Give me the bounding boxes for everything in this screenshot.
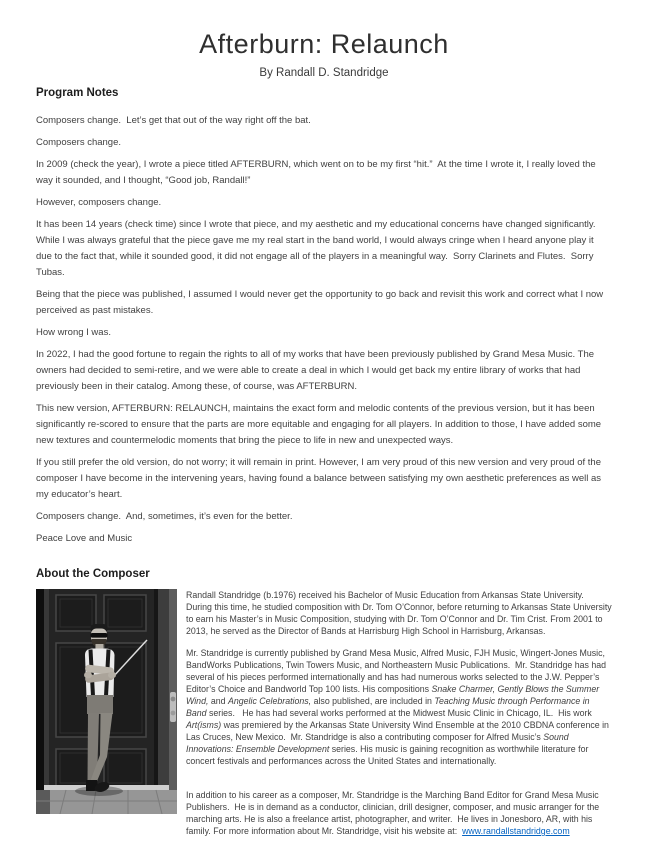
work-title: Art(isms) [186, 720, 222, 730]
paragraph: Composers change. Let’s get that out of the way right off the bat. [36, 115, 311, 126]
paragraph: It has been 14 years (check time) since I wrote that piece, and my aesthetic and my educational concerns have changed significantly. While I was always grateful that the piece gave me my real start in the band world, I would always cringe when I heard anyone play it due to the fact that, while it sounded good, it did not engage all of the players in a meaningful way. Sorry Clarinets and Flutes. Sorry Tubas. [36, 219, 601, 278]
composer-website-link[interactable]: www.randallstandridge.com [462, 826, 570, 836]
book-title: Teaching Music through Performance in Band [186, 696, 593, 718]
series-title: Sound Innovations: Ensemble Development [186, 732, 572, 754]
composer-photo-image [36, 589, 177, 814]
paragraph: However, composers change. [36, 197, 162, 208]
byline: By Randall D. Standridge [259, 67, 389, 79]
paragraph: Composers change. [36, 137, 122, 148]
about-composer-section [36, 589, 615, 847]
paragraph: This new version, AFTERBURN: RELAUNCH, maintains the exact form and melodic contents of the previous version, but it has been significantly re-scored to ensure that the parts are more equitable and engaging for all players. In addition to those, I have added some new textures and countermelodic moments that bring the piece to life in new and unexpected ways. [36, 403, 604, 446]
bio-text: series. He has had several works performed at the Midwest Music Clinic in Chicago, IL. His work [206, 708, 595, 718]
bio-text: In addition to his career as a composer, Mr. Standridge is the Marching Band Editor for Grand Mesa Music Publishers. He is in demand as a conductor, clinician, drill designer, composer, and music arranger for the marching arts. He is also a freelance artist, photographer, and writer. He lives in Jonesboro, AR, with his family. For more information about Mr. Standridge, visit his website at: [186, 790, 602, 836]
page-title: Afterburn: Relaunch [199, 29, 449, 59]
bio-paragraph-2 [186, 647, 612, 767]
bio-text: also published, are included in [311, 696, 435, 706]
document-header [36, 28, 612, 80]
bio-text: and [208, 696, 228, 706]
paragraph: How wrong I was. [36, 327, 111, 338]
paragraph: Composers change. And, sometimes, it’s even for the better. [36, 511, 293, 522]
bio-text: Mr. Standridge is currently published by Grand Mesa Music, Alfred Music, FJH Music, Wingert-Jones Music, BandWorks Publications, Twin Towers Music, and Northeastern Music Publications. Mr. Standridge has had several of his pieces performed internationally and has had numerous works selected to the J.W. Pepper’s Editor’s Choice and Bandworld Top 100 lists. His compositions [186, 648, 609, 694]
composer-bio [186, 589, 615, 847]
bio-paragraph-1: Randall Standridge (b.1976) received his Bachelor of Music Education from Arkansas State University. During this time, he studied composition with Dr. Tom O’Connor, before returning to Arkansas State University to earn his Master’s in Music Composition, studying with Dr. Tom O’Connor and Dr. Tim Crist. From 2001 to 2013, he served as the Director of Bands at Harrisburg High School in Harrisburg, Arkansas. [186, 590, 615, 636]
bio-text: series. His music is gaining recognition as worthwhile literature for concert festivals and performances across the United States and internationally. [186, 744, 591, 766]
about-composer-heading: About the Composer [36, 568, 150, 580]
paragraph: In 2009 (check the year), I wrote a piece titled AFTERBURN, which went on to be my first “hit.” At the time I wrote it, I really loved the way it sounded, and I thought, “Good job, Randall!” [36, 159, 599, 186]
work-title: Snake Charmer, Gently Blows the Summer Wind, [186, 684, 602, 706]
bio-text: was premiered by the Arkansas State University Wind Ensemble at the 2010 CBDNA conference in Las Cruces, New Mexico. Mr. Standridge is also a contributing composer for Alfred Music’s [186, 720, 612, 742]
paragraph: In 2022, I had the good fortune to regain the rights to all of my works that have been previously published by Grand Mesa Music. The owners had decided to semi-retire, and we were able to create a deal in which I would get back my entire library of works that had previously been in their catalog. Among these, of course, was AFTERBURN. [36, 349, 597, 392]
paragraph: Being that the piece was published, I assumed I would never get the opportunity to go back and revisit this work and correct what I now perceived as past mistakes. [36, 289, 606, 316]
paragraph: Peace Love and Music [36, 533, 133, 544]
program-notes-section [36, 113, 612, 547]
paragraph: If you still prefer the old version, do not worry; it will remain in print. However, I am very proud of this new version and very proud of the composer I have become in the intervening years, having found a balance between satisfying my own aesthetic preferences as well as my educator’s heart. [36, 457, 604, 500]
work-title: Angelic Celebrations, [228, 696, 312, 706]
bio-paragraph-3 [186, 789, 612, 837]
program-notes-heading: Program Notes [36, 87, 119, 99]
